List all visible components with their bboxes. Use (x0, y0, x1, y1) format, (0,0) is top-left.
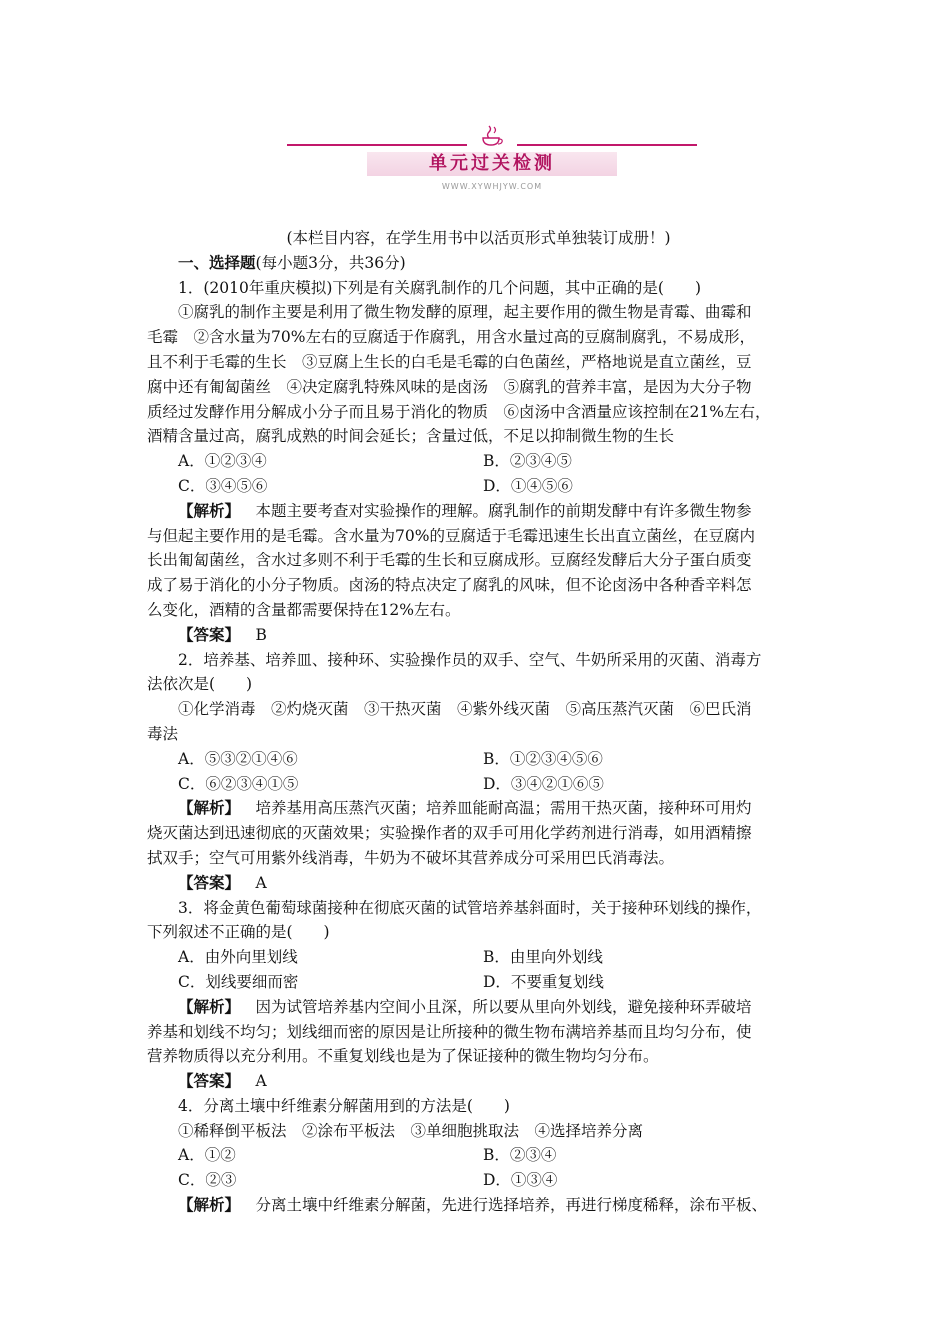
analysis-label: 【解析】 (178, 1195, 241, 1215)
q2-analysis-2: 烧灭菌达到迅速彻底的灭菌效果；实验操作者的双手可用化学药剂进行消毒，如用酒精擦 (147, 824, 752, 843)
q2-line-1: ①化学消毒 ②灼烧灭菌 ③干热灭菌 ④紫外线灭菌 ⑤高压蒸汽灭菌 ⑥巴氏消 (178, 700, 752, 719)
q3-answer (147, 1069, 810, 1094)
q1-analysis-5: 么变化，酒精的含量都需要保持在12%左右。 (147, 600, 461, 619)
q2-line-2: 毒法 (147, 724, 179, 743)
analysis-label: 【解析】 (178, 996, 241, 1016)
q2-analysis-3: 拭双手；空气可用紫外线消毒，牛奶为不破坏其营养成分可采用巴氏消毒法。 (147, 848, 675, 867)
q4-line: ①稀释倒平板法 ②涂布平板法 ③单细胞挑取法 ④选择培养分离 (178, 1121, 644, 1140)
q4-options-row-1 (147, 1143, 810, 1168)
q3-option-c: C．划线要细而密 (178, 972, 299, 991)
q1-options-row-2 (147, 474, 810, 499)
section-subtitle: (每小题3分，共36分) (255, 253, 406, 272)
q1-stem: 1．(2010年重庆模拟)下列是有关腐乳制作的几个问题，其中正确的是( ) (178, 278, 701, 297)
q1-answer (147, 623, 810, 648)
q1-line-2: 毛霉 ②含水量为70%左右的豆腐适于作腐乳，用含水量过高的豆腐制腐乳，不易成形， (147, 328, 755, 347)
q3-option-a: A．由外向里划线 (178, 948, 298, 967)
answer-label: 【答案】 (178, 872, 241, 892)
q2-analysis-text: 培养基用高压蒸汽灭菌；培养皿能耐高温；需用干热灭菌，接种环可用灼 (255, 799, 752, 818)
q4-option-a: A．①② (178, 1146, 236, 1165)
q4-option-c: C．②③ (178, 1171, 237, 1190)
q4-analysis-1 (147, 1193, 810, 1218)
q1-line-4: 腐中还有匍匐菌丝 ④决定腐乳特殊风味的是卤汤 ⑤腐乳的营养丰富，是因为大分子物 (147, 377, 752, 396)
q1-answer-value: B (255, 625, 267, 644)
banner-title: 单元过关检测 (429, 153, 555, 174)
q3-analysis-3: 营养物质得以充分利用。不重复划线也是为了保证接种的微生物均匀分布。 (147, 1047, 659, 1066)
q3-analysis-1 (147, 995, 810, 1020)
q1-option-c: C．③④⑤⑥ (178, 476, 268, 495)
q3-option-b: B．由里向外划线 (483, 948, 603, 967)
q3-option-d: D．不要重复划线 (483, 972, 604, 991)
section-title: 一、选择题 (178, 252, 256, 272)
q1-analysis-2: 与但起主要作用的是毛霉。含水量为70%的豆腐适于毛霉迅速生长出直立菌丝，在豆腐内 (147, 526, 755, 545)
answer-label: 【答案】 (178, 624, 241, 644)
q3-stem-2: 下列叙述不正确的是( ) (147, 923, 330, 942)
q2-answer (147, 871, 810, 896)
q1-analysis-4: 成了易于消化的小分子物质。卤汤的特点决定了腐乳的风味，但不论卤汤中各种香辛料怎 (147, 576, 752, 595)
q2-options-row-1 (147, 747, 810, 772)
q2-options-row-2 (147, 772, 810, 797)
q1-analysis-1 (147, 499, 810, 524)
q2-option-b: B．①②③④⑤⑥ (483, 749, 603, 768)
q4-option-d: D．①③④ (483, 1171, 558, 1190)
q2-analysis-1 (147, 796, 810, 821)
q1-options-row-1 (147, 449, 810, 474)
q1-option-d: D．①④⑤⑥ (483, 476, 573, 495)
q4-analysis-text: 分离土壤中纤维素分解菌，先进行选择培养，再进行梯度稀释，涂布平板、 (255, 1196, 768, 1215)
section-heading (147, 251, 810, 276)
document-body (147, 226, 810, 1218)
q3-answer-value: A (255, 1072, 267, 1091)
banner-line-right (517, 144, 697, 146)
q3-analysis-2: 养基和划线不均匀；划线细而密的原因是让所接种的微生物布满培养基而且均匀分布，使 (147, 1022, 752, 1041)
q4-stem: 4．分离土壤中纤维素分解菌用到的方法是( ) (178, 1096, 510, 1115)
q3-options-row-1 (147, 945, 810, 970)
banner-line-left (287, 144, 467, 146)
q2-option-c: C．⑥②③④①⑤ (178, 774, 299, 793)
q2-stem-2: 法依次是( ) (147, 675, 253, 694)
q2-option-d: D．③④②①⑥⑤ (483, 774, 604, 793)
analysis-label: 【解析】 (178, 798, 241, 818)
q1-line-5: 质经过发酵作用分解成小分子而且易于消化的物质 ⑥卤汤中含酒量应该控制在21%左右， (147, 402, 771, 421)
q1-option-a: A．①②③④ (178, 452, 267, 471)
q2-option-a: A．⑤③②①④⑥ (178, 749, 298, 768)
q1-line-1: ①腐乳的制作主要是利用了微生物发酵的原理，起主要作用的微生物是青霉、曲霉和 (178, 303, 752, 322)
q1-line-6: 酒精含量过高，腐乳成熟的时间会延长；含量过低，不足以抑制微生物的生长 (147, 427, 675, 446)
q3-options-row-2 (147, 970, 810, 995)
q2-stem-1: 2．培养基、培养皿、接种环、实验操作员的双手、空气、牛奶所采用的灭菌、消毒方 (178, 650, 762, 669)
q2-answer-value: A (255, 873, 267, 892)
answer-label: 【答案】 (178, 1071, 241, 1091)
section-banner (287, 120, 697, 200)
q3-analysis-text: 因为试管培养基内空间小且深，所以要从里向外划线，避免接种环弄破培 (255, 997, 752, 1016)
teacup-icon (479, 124, 505, 148)
q4-option-b: B．②③④ (483, 1146, 557, 1165)
q4-options-row-2 (147, 1168, 810, 1193)
q1-analysis-text: 本题主要考查对实验操作的理解。腐乳制作的前期发酵中有许多微生物参 (255, 501, 752, 520)
q1-option-b: B．②③④⑤ (483, 452, 572, 471)
booklet-note: (本栏目内容，在学生用书中以活页形式单独装订成册！) (286, 229, 671, 247)
banner-url: WWW.XYWHJYW.COM (441, 182, 543, 191)
q3-stem-1: 3．将金黄色葡萄球菌接种在彻底灭菌的试管培养基斜面时，关于接种环划线的操作， (178, 898, 762, 917)
q1-line-3: 且不利于毛霉的生长 ③豆腐上生长的白毛是毛霉的白色菌丝，严格地说是直立菌丝，豆 (147, 352, 752, 371)
analysis-label: 【解析】 (178, 500, 241, 520)
q1-analysis-3: 长出匍匐菌丝，含水过多则不利于毛霉的生长和豆腐成形。豆腐经发酵后大分子蛋白质变 (147, 551, 752, 570)
